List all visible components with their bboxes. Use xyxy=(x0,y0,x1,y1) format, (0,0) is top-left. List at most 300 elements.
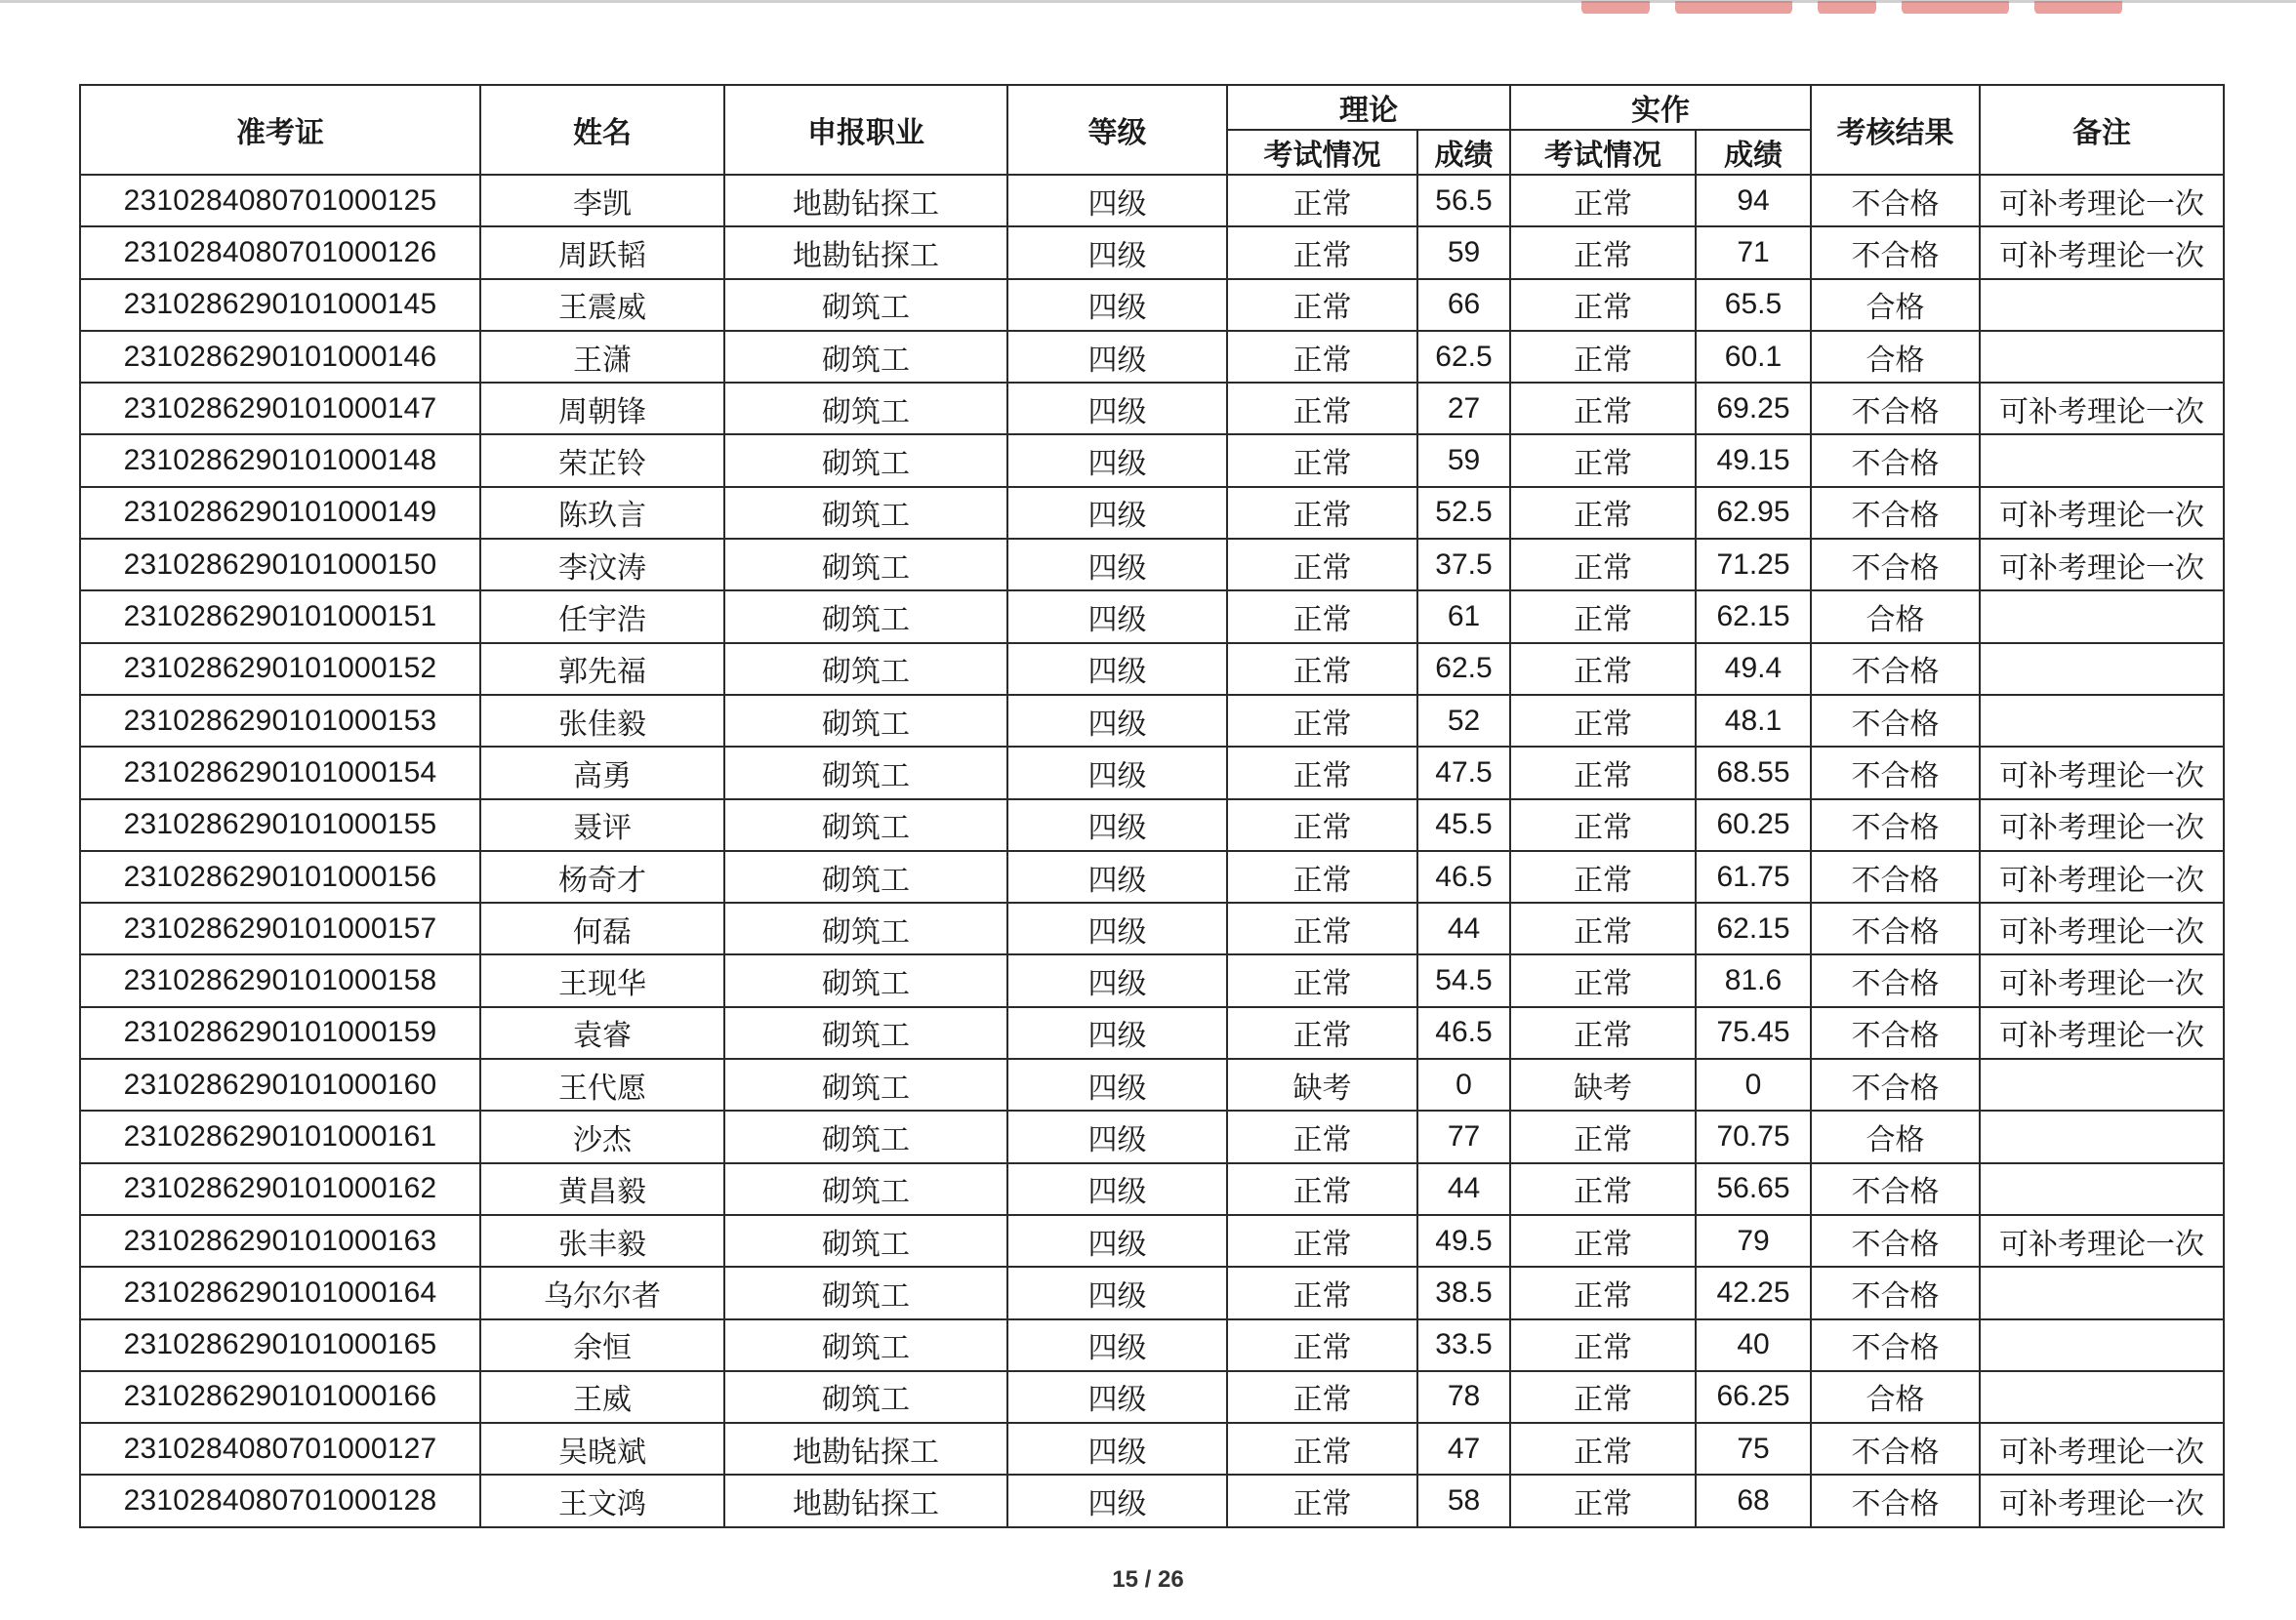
cell-theory-status: 正常 xyxy=(1227,903,1417,954)
cell-theory-status: 正常 xyxy=(1227,643,1417,695)
cell-remark xyxy=(1980,1267,2224,1318)
cell-remark xyxy=(1980,1111,2224,1162)
cell-level: 四级 xyxy=(1007,1475,1227,1527)
cell-practice-score: 61.75 xyxy=(1696,851,1811,903)
cell-theory-score: 38.5 xyxy=(1417,1267,1510,1318)
cell-theory-status: 正常 xyxy=(1227,1267,1417,1318)
table-row xyxy=(80,747,2224,798)
cell-result: 不合格 xyxy=(1811,539,1980,590)
cell-result: 合格 xyxy=(1811,279,1980,331)
table-row xyxy=(80,1423,2224,1475)
cell-remark: 可补考理论一次 xyxy=(1980,1475,2224,1527)
table-row xyxy=(80,1007,2224,1059)
cell-name: 何磊 xyxy=(480,903,724,954)
cell-ticket: 2310286290101000162 xyxy=(80,1163,480,1215)
cell-practice-score: 60.25 xyxy=(1696,799,1811,851)
cell-theory-score: 54.5 xyxy=(1417,954,1510,1006)
cell-theory-score: 27 xyxy=(1417,383,1510,434)
cell-ticket: 2310286290101000157 xyxy=(80,903,480,954)
cell-practice-score: 68 xyxy=(1696,1475,1811,1527)
cell-practice-status: 正常 xyxy=(1510,903,1696,954)
exam-results-table xyxy=(79,84,2225,1528)
cell-remark: 可补考理论一次 xyxy=(1980,1215,2224,1267)
header-practice: 实作 xyxy=(1510,85,1811,130)
table-row xyxy=(80,1059,2224,1111)
cell-practice-status: 正常 xyxy=(1510,1163,1696,1215)
cell-name: 袁睿 xyxy=(480,1007,724,1059)
cell-name: 陈玖言 xyxy=(480,487,724,539)
cell-practice-score: 68.55 xyxy=(1696,747,1811,798)
cell-occupation: 砌筑工 xyxy=(724,1371,1007,1423)
cell-occupation: 砌筑工 xyxy=(724,799,1007,851)
header-theory-score: 成绩 xyxy=(1417,130,1510,175)
cell-result: 合格 xyxy=(1811,331,1980,383)
cell-ticket: 2310286290101000166 xyxy=(80,1371,480,1423)
cell-theory-status: 正常 xyxy=(1227,331,1417,383)
cell-name: 高勇 xyxy=(480,747,724,798)
cell-theory-score: 0 xyxy=(1417,1059,1510,1111)
cell-practice-score: 40 xyxy=(1696,1319,1811,1371)
cell-occupation: 砌筑工 xyxy=(724,1007,1007,1059)
cell-result: 不合格 xyxy=(1811,383,1980,434)
cell-practice-status: 正常 xyxy=(1510,1007,1696,1059)
cell-practice-score: 62.15 xyxy=(1696,903,1811,954)
cell-theory-score: 61 xyxy=(1417,590,1510,642)
table-row xyxy=(80,279,2224,331)
cell-theory-status: 正常 xyxy=(1227,434,1417,486)
cell-theory-status: 正常 xyxy=(1227,695,1417,747)
header-row-top xyxy=(80,85,2224,130)
cell-practice-score: 42.25 xyxy=(1696,1267,1811,1318)
cell-theory-status: 正常 xyxy=(1227,1215,1417,1267)
cell-occupation: 砌筑工 xyxy=(724,1163,1007,1215)
cell-occupation: 砌筑工 xyxy=(724,1267,1007,1318)
cell-ticket: 2310284080701000126 xyxy=(80,226,480,278)
cell-theory-score: 33.5 xyxy=(1417,1319,1510,1371)
table-row xyxy=(80,799,2224,851)
cell-theory-score: 46.5 xyxy=(1417,1007,1510,1059)
cell-remark xyxy=(1980,331,2224,383)
cell-level: 四级 xyxy=(1007,1059,1227,1111)
cell-theory-score: 58 xyxy=(1417,1475,1510,1527)
cell-theory-score: 47.5 xyxy=(1417,747,1510,798)
cell-practice-score: 0 xyxy=(1696,1059,1811,1111)
cell-ticket: 2310286290101000146 xyxy=(80,331,480,383)
cell-occupation: 砌筑工 xyxy=(724,954,1007,1006)
cell-ticket: 2310286290101000156 xyxy=(80,851,480,903)
header-practice-score: 成绩 xyxy=(1696,130,1811,175)
header-theory: 理论 xyxy=(1227,85,1510,130)
cell-level: 四级 xyxy=(1007,487,1227,539)
table-row xyxy=(80,1371,2224,1423)
cell-result: 不合格 xyxy=(1811,799,1980,851)
cell-practice-score: 75.45 xyxy=(1696,1007,1811,1059)
cell-practice-score: 65.5 xyxy=(1696,279,1811,331)
cell-level: 四级 xyxy=(1007,643,1227,695)
cell-name: 王潇 xyxy=(480,331,724,383)
table-row xyxy=(80,954,2224,1006)
cell-level: 四级 xyxy=(1007,1319,1227,1371)
cell-theory-status: 正常 xyxy=(1227,590,1417,642)
cell-theory-status: 正常 xyxy=(1227,799,1417,851)
cell-result: 不合格 xyxy=(1811,1267,1980,1318)
cell-name: 李凯 xyxy=(480,175,724,226)
table-row xyxy=(80,383,2224,434)
cell-name: 周跃韬 xyxy=(480,226,724,278)
cell-remark xyxy=(1980,590,2224,642)
cell-level: 四级 xyxy=(1007,799,1227,851)
cell-result: 不合格 xyxy=(1811,851,1980,903)
cell-theory-status: 正常 xyxy=(1227,175,1417,226)
cell-level: 四级 xyxy=(1007,695,1227,747)
cell-occupation: 砌筑工 xyxy=(724,590,1007,642)
cell-ticket: 2310286290101000153 xyxy=(80,695,480,747)
cell-theory-score: 44 xyxy=(1417,903,1510,954)
cell-practice-status: 正常 xyxy=(1510,487,1696,539)
cell-theory-status: 正常 xyxy=(1227,1371,1417,1423)
cell-level: 四级 xyxy=(1007,903,1227,954)
cell-theory-score: 59 xyxy=(1417,434,1510,486)
cell-practice-status: 正常 xyxy=(1510,539,1696,590)
cell-theory-score: 52 xyxy=(1417,695,1510,747)
cell-theory-status: 正常 xyxy=(1227,1163,1417,1215)
cell-name: 任宇浩 xyxy=(480,590,724,642)
cell-practice-status: 正常 xyxy=(1510,799,1696,851)
cell-occupation: 砌筑工 xyxy=(724,903,1007,954)
cell-practice-score: 94 xyxy=(1696,175,1811,226)
cell-level: 四级 xyxy=(1007,1007,1227,1059)
cell-name: 余恒 xyxy=(480,1319,724,1371)
cell-ticket: 2310286290101000161 xyxy=(80,1111,480,1162)
cell-theory-score: 46.5 xyxy=(1417,851,1510,903)
cell-result: 不合格 xyxy=(1811,1007,1980,1059)
table-row xyxy=(80,487,2224,539)
table-row xyxy=(80,434,2224,486)
cell-ticket: 2310286290101000165 xyxy=(80,1319,480,1371)
cell-occupation: 砌筑工 xyxy=(724,487,1007,539)
cell-practice-status: 正常 xyxy=(1510,590,1696,642)
cell-name: 黄昌毅 xyxy=(480,1163,724,1215)
cell-practice-status: 正常 xyxy=(1510,1111,1696,1162)
cell-theory-score: 49.5 xyxy=(1417,1215,1510,1267)
cell-name: 张丰毅 xyxy=(480,1215,724,1267)
cell-theory-status: 正常 xyxy=(1227,1423,1417,1475)
cell-result: 合格 xyxy=(1811,1111,1980,1162)
cell-level: 四级 xyxy=(1007,747,1227,798)
cell-ticket: 2310286290101000158 xyxy=(80,954,480,1006)
cell-result: 不合格 xyxy=(1811,487,1980,539)
cell-occupation: 地勘钻探工 xyxy=(724,175,1007,226)
cell-result: 不合格 xyxy=(1811,643,1980,695)
cell-name: 沙杰 xyxy=(480,1111,724,1162)
cell-practice-score: 48.1 xyxy=(1696,695,1811,747)
results-body xyxy=(80,175,2224,1527)
cell-practice-score: 49.15 xyxy=(1696,434,1811,486)
cell-occupation: 砌筑工 xyxy=(724,747,1007,798)
cell-level: 四级 xyxy=(1007,383,1227,434)
cell-result: 不合格 xyxy=(1811,954,1980,1006)
cell-theory-status: 正常 xyxy=(1227,1319,1417,1371)
cell-remark: 可补考理论一次 xyxy=(1980,487,2224,539)
header-ticket: 准考证 xyxy=(80,85,480,175)
cell-remark: 可补考理论一次 xyxy=(1980,226,2224,278)
table-row xyxy=(80,1319,2224,1371)
cell-level: 四级 xyxy=(1007,954,1227,1006)
cell-theory-score: 78 xyxy=(1417,1371,1510,1423)
cell-remark: 可补考理论一次 xyxy=(1980,851,2224,903)
cell-practice-score: 75 xyxy=(1696,1423,1811,1475)
header-name: 姓名 xyxy=(480,85,724,175)
cell-theory-score: 62.5 xyxy=(1417,643,1510,695)
cell-result: 不合格 xyxy=(1811,1319,1980,1371)
cell-name: 聂评 xyxy=(480,799,724,851)
header-remark: 备注 xyxy=(1980,85,2224,175)
cell-theory-score: 77 xyxy=(1417,1111,1510,1162)
cell-remark xyxy=(1980,1163,2224,1215)
cell-theory-status: 正常 xyxy=(1227,747,1417,798)
cell-result: 不合格 xyxy=(1811,695,1980,747)
cell-level: 四级 xyxy=(1007,590,1227,642)
cell-practice-score: 69.25 xyxy=(1696,383,1811,434)
cell-theory-status: 正常 xyxy=(1227,1475,1417,1527)
cell-occupation: 砌筑工 xyxy=(724,1059,1007,1111)
cell-remark xyxy=(1980,643,2224,695)
cell-remark: 可补考理论一次 xyxy=(1980,175,2224,226)
cell-level: 四级 xyxy=(1007,1371,1227,1423)
table-row xyxy=(80,695,2224,747)
cell-practice-score: 70.75 xyxy=(1696,1111,1811,1162)
cell-occupation: 砌筑工 xyxy=(724,383,1007,434)
cell-practice-status: 正常 xyxy=(1510,1267,1696,1318)
cell-result: 不合格 xyxy=(1811,1215,1980,1267)
cell-ticket: 2310286290101000164 xyxy=(80,1267,480,1318)
table-row xyxy=(80,643,2224,695)
cell-name: 王文鸿 xyxy=(480,1475,724,1527)
cell-theory-status: 缺考 xyxy=(1227,1059,1417,1111)
cell-practice-status: 正常 xyxy=(1510,434,1696,486)
cell-theory-score: 52.5 xyxy=(1417,487,1510,539)
cell-level: 四级 xyxy=(1007,1267,1227,1318)
cell-remark: 可补考理论一次 xyxy=(1980,747,2224,798)
cell-practice-score: 81.6 xyxy=(1696,954,1811,1006)
cell-remark xyxy=(1980,279,2224,331)
cell-remark xyxy=(1980,1059,2224,1111)
cell-practice-score: 60.1 xyxy=(1696,331,1811,383)
cell-level: 四级 xyxy=(1007,851,1227,903)
cell-theory-status: 正常 xyxy=(1227,383,1417,434)
cell-result: 合格 xyxy=(1811,590,1980,642)
cell-name: 王现华 xyxy=(480,954,724,1006)
cell-practice-status: 正常 xyxy=(1510,331,1696,383)
cell-ticket: 2310286290101000149 xyxy=(80,487,480,539)
cell-level: 四级 xyxy=(1007,175,1227,226)
table-row xyxy=(80,590,2224,642)
header-theory-status: 考试情况 xyxy=(1227,130,1417,175)
cell-theory-score: 45.5 xyxy=(1417,799,1510,851)
cell-result: 不合格 xyxy=(1811,1423,1980,1475)
table-row xyxy=(80,903,2224,954)
cell-practice-score: 71 xyxy=(1696,226,1811,278)
cell-level: 四级 xyxy=(1007,1163,1227,1215)
cell-remark: 可补考理论一次 xyxy=(1980,1007,2224,1059)
cell-result: 不合格 xyxy=(1811,1059,1980,1111)
cell-theory-score: 44 xyxy=(1417,1163,1510,1215)
cell-remark xyxy=(1980,1371,2224,1423)
cell-occupation: 地勘钻探工 xyxy=(724,226,1007,278)
cell-practice-score: 66.25 xyxy=(1696,1371,1811,1423)
cell-practice-status: 正常 xyxy=(1510,1475,1696,1527)
cell-practice-score: 49.4 xyxy=(1696,643,1811,695)
cell-practice-status: 正常 xyxy=(1510,226,1696,278)
cell-practice-status: 正常 xyxy=(1510,954,1696,1006)
table-row xyxy=(80,1111,2224,1162)
cell-ticket: 2310284080701000125 xyxy=(80,175,480,226)
page-number: 15 / 26 xyxy=(1112,1566,1184,1593)
cell-practice-status: 正常 xyxy=(1510,1215,1696,1267)
cell-theory-score: 47 xyxy=(1417,1423,1510,1475)
table-row xyxy=(80,331,2224,383)
cell-occupation: 地勘钻探工 xyxy=(724,1475,1007,1527)
cell-name: 李汶涛 xyxy=(480,539,724,590)
cell-remark xyxy=(1980,695,2224,747)
header-occupation: 申报职业 xyxy=(724,85,1007,175)
cell-practice-status: 正常 xyxy=(1510,1371,1696,1423)
cell-remark: 可补考理论一次 xyxy=(1980,954,2224,1006)
cell-ticket: 2310286290101000154 xyxy=(80,747,480,798)
cell-ticket: 2310286290101000155 xyxy=(80,799,480,851)
cell-ticket: 2310286290101000160 xyxy=(80,1059,480,1111)
cell-theory-status: 正常 xyxy=(1227,226,1417,278)
cell-name: 王代愿 xyxy=(480,1059,724,1111)
cell-occupation: 砌筑工 xyxy=(724,695,1007,747)
cell-result: 不合格 xyxy=(1811,1163,1980,1215)
cell-result: 不合格 xyxy=(1811,175,1980,226)
cell-theory-score: 62.5 xyxy=(1417,331,1510,383)
cell-level: 四级 xyxy=(1007,1423,1227,1475)
cell-ticket: 2310286290101000152 xyxy=(80,643,480,695)
cell-practice-status: 正常 xyxy=(1510,279,1696,331)
cell-level: 四级 xyxy=(1007,539,1227,590)
cell-practice-status: 正常 xyxy=(1510,643,1696,695)
cell-name: 张佳毅 xyxy=(480,695,724,747)
cell-remark: 可补考理论一次 xyxy=(1980,1423,2224,1475)
cell-theory-score: 56.5 xyxy=(1417,175,1510,226)
cell-remark: 可补考理论一次 xyxy=(1980,799,2224,851)
cell-name: 荣芷铃 xyxy=(480,434,724,486)
cell-ticket: 2310286290101000159 xyxy=(80,1007,480,1059)
cell-occupation: 砌筑工 xyxy=(724,331,1007,383)
cell-occupation: 砌筑工 xyxy=(724,851,1007,903)
cell-level: 四级 xyxy=(1007,279,1227,331)
cell-practice-score: 62.15 xyxy=(1696,590,1811,642)
header-practice-status: 考试情况 xyxy=(1510,130,1696,175)
table-row xyxy=(80,226,2224,278)
cell-name: 乌尔尔者 xyxy=(480,1267,724,1318)
cell-result: 不合格 xyxy=(1811,434,1980,486)
cell-theory-status: 正常 xyxy=(1227,539,1417,590)
cell-theory-score: 66 xyxy=(1417,279,1510,331)
cell-name: 周朝锋 xyxy=(480,383,724,434)
cell-practice-status: 正常 xyxy=(1510,747,1696,798)
cell-ticket: 2310286290101000163 xyxy=(80,1215,480,1267)
cell-name: 吴晓斌 xyxy=(480,1423,724,1475)
cell-theory-status: 正常 xyxy=(1227,1111,1417,1162)
cell-name: 王威 xyxy=(480,1371,724,1423)
cell-occupation: 砌筑工 xyxy=(724,539,1007,590)
cell-theory-score: 37.5 xyxy=(1417,539,1510,590)
cell-practice-score: 79 xyxy=(1696,1215,1811,1267)
cell-practice-status: 缺考 xyxy=(1510,1059,1696,1111)
cell-practice-status: 正常 xyxy=(1510,175,1696,226)
cell-ticket: 2310286290101000145 xyxy=(80,279,480,331)
cell-theory-status: 正常 xyxy=(1227,954,1417,1006)
cell-practice-status: 正常 xyxy=(1510,695,1696,747)
cell-level: 四级 xyxy=(1007,1111,1227,1162)
cell-practice-status: 正常 xyxy=(1510,1319,1696,1371)
cell-result: 不合格 xyxy=(1811,903,1980,954)
cell-level: 四级 xyxy=(1007,1215,1227,1267)
cell-occupation: 砌筑工 xyxy=(724,1215,1007,1267)
red-stamp-fragment xyxy=(1581,0,2255,14)
cell-practice-score: 71.25 xyxy=(1696,539,1811,590)
cell-result: 不合格 xyxy=(1811,747,1980,798)
header-result: 考核结果 xyxy=(1811,85,1980,175)
table-row xyxy=(80,1163,2224,1215)
cell-occupation: 地勘钻探工 xyxy=(724,1423,1007,1475)
table-row xyxy=(80,851,2224,903)
cell-level: 四级 xyxy=(1007,434,1227,486)
cell-theory-status: 正常 xyxy=(1227,279,1417,331)
cell-remark xyxy=(1980,434,2224,486)
table-row xyxy=(80,539,2224,590)
cell-name: 杨奇才 xyxy=(480,851,724,903)
header-level: 等级 xyxy=(1007,85,1227,175)
table-row xyxy=(80,175,2224,226)
table-row xyxy=(80,1267,2224,1318)
cell-theory-status: 正常 xyxy=(1227,487,1417,539)
cell-practice-score: 56.65 xyxy=(1696,1163,1811,1215)
cell-occupation: 砌筑工 xyxy=(724,643,1007,695)
cell-remark: 可补考理论一次 xyxy=(1980,383,2224,434)
cell-practice-status: 正常 xyxy=(1510,1423,1696,1475)
cell-level: 四级 xyxy=(1007,331,1227,383)
cell-result: 不合格 xyxy=(1811,1475,1980,1527)
cell-result: 合格 xyxy=(1811,1371,1980,1423)
cell-ticket: 2310286290101000148 xyxy=(80,434,480,486)
cell-occupation: 砌筑工 xyxy=(724,1111,1007,1162)
cell-remark xyxy=(1980,1319,2224,1371)
cell-result: 不合格 xyxy=(1811,226,1980,278)
cell-ticket: 2310286290101000147 xyxy=(80,383,480,434)
table-row xyxy=(80,1475,2224,1527)
cell-ticket: 2310284080701000128 xyxy=(80,1475,480,1527)
cell-remark: 可补考理论一次 xyxy=(1980,539,2224,590)
cell-theory-status: 正常 xyxy=(1227,851,1417,903)
cell-occupation: 砌筑工 xyxy=(724,279,1007,331)
cell-ticket: 2310286290101000150 xyxy=(80,539,480,590)
cell-practice-score: 62.95 xyxy=(1696,487,1811,539)
cell-remark: 可补考理论一次 xyxy=(1980,903,2224,954)
cell-occupation: 砌筑工 xyxy=(724,434,1007,486)
cell-ticket: 2310286290101000151 xyxy=(80,590,480,642)
cell-ticket: 2310284080701000127 xyxy=(80,1423,480,1475)
cell-name: 王震威 xyxy=(480,279,724,331)
cell-theory-status: 正常 xyxy=(1227,1007,1417,1059)
cell-name: 郭先福 xyxy=(480,643,724,695)
table-row xyxy=(80,1215,2224,1267)
cell-practice-status: 正常 xyxy=(1510,383,1696,434)
cell-theory-score: 59 xyxy=(1417,226,1510,278)
